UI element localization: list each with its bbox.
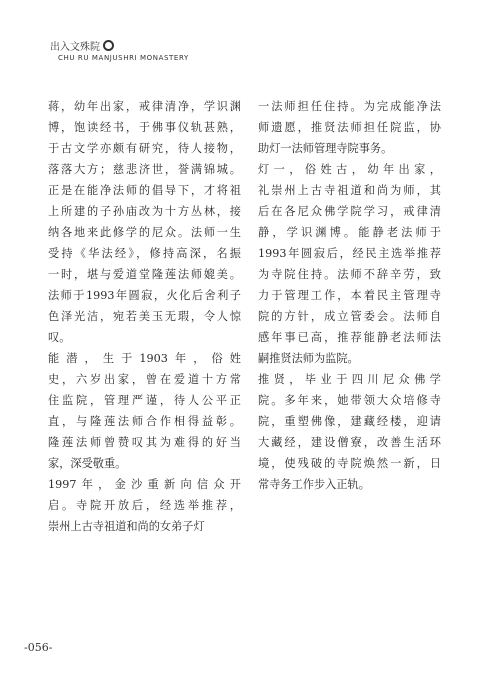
- page-number: -056-: [24, 641, 53, 654]
- text-line: 叹。: [48, 331, 71, 344]
- text-line: 境，使残破的寺院焕然一新，日: [258, 457, 441, 470]
- text-line: 于古文学亦颇有研究，待人接物，: [48, 142, 241, 155]
- paragraph: [48, 96, 241, 348]
- paragraph: [48, 348, 241, 474]
- text-line: 礼崇州上古寺祖道和尚为师，其: [258, 184, 441, 197]
- text-line: 启。寺院开放后，经选举推荐，: [48, 499, 241, 512]
- text-line: 院，重塑佛像，建藏经楼，迎请: [258, 415, 441, 428]
- text-line: 受持《华法经》，修持高深，名振: [48, 247, 241, 260]
- paragraph: [48, 474, 241, 537]
- text-line: 灯一，俗姓古，幼年出家，: [258, 163, 441, 176]
- text-line: 感年事已高，推荐能静老法师法: [258, 331, 441, 344]
- text-line: 静，学识渊博。能静老法师于: [258, 226, 441, 239]
- text-line: 崇州上古寺祖道和尚的女弟子灯: [48, 520, 205, 533]
- text-line: 正是在能净法师的倡导下，才将祖: [48, 184, 241, 197]
- text-line: 史，六岁出家，曾在爱道十方常: [48, 373, 241, 386]
- text-line: 隆莲法师曾赞叹其为难得的好当: [48, 436, 241, 449]
- text-line: 家，深受敬重。: [48, 457, 127, 470]
- text-line: 一时，堪与爱道堂隆莲法师媲美。: [48, 268, 241, 281]
- text-line: 推贤，毕业于四川尼众佛学: [258, 373, 441, 386]
- book-subtitle: CHU RU MANJUSHRI MONASTERY: [58, 54, 189, 62]
- text-line: 大藏经，建设僧寮，改善生活环: [258, 436, 441, 449]
- paragraph: [258, 96, 441, 159]
- text-line: 力于管理工作，本着民主管理寺: [258, 289, 441, 302]
- text-line: 落落大方；慈悲济世，誉满锦城。: [48, 163, 241, 176]
- paragraph: [258, 369, 441, 495]
- running-header: [50, 38, 114, 53]
- text-line: 博，饱读经书，于佛事仪轨甚熟，: [48, 121, 241, 134]
- right-column: [258, 96, 441, 495]
- text-line: 色泽光洁，宛若美玉无瑕，令人惊: [48, 310, 241, 323]
- text-line: 一法师担任住持。为完成能净法: [258, 100, 441, 113]
- text-line: 上所建的子孙庙改为十方丛林，接: [48, 205, 241, 218]
- text-line: 师遗愿，推贤法师担任院监，协: [258, 121, 441, 134]
- text-line: 1997年，金沙重新向信众开: [48, 478, 241, 491]
- text-line: 院的方针，成立管委会。法师自: [258, 310, 441, 323]
- text-line: 嗣推贤法师为监院。: [258, 352, 359, 365]
- text-line: 后在各尼众佛学院学习，戒律清: [258, 205, 441, 218]
- text-line: 直，与隆莲法师合作相得益彰。: [48, 415, 241, 428]
- text-line: 1993年圆寂后，经民主选举推荐: [258, 247, 441, 260]
- text-line: 能潜，生于1903年，俗姓: [48, 352, 241, 365]
- text-line: 纳各地来此修学的尼众。法师一生: [48, 226, 241, 239]
- text-line: 为寺院住持。法师不辞辛劳，致: [258, 268, 441, 281]
- text-line: 蒋，幼年出家，戒律清净，学识渊: [48, 100, 241, 113]
- text-line: 院。多年来，她带领大众培修寺: [258, 394, 441, 407]
- text-line: 常寺务工作步入正轨。: [258, 478, 370, 491]
- circle-ornament-icon: [103, 40, 114, 51]
- text-line: 住监院，管理严谨，待人公平正: [48, 394, 241, 407]
- book-title: 出入文殊院: [50, 42, 100, 53]
- paragraph: [258, 159, 441, 369]
- text-line: 助灯一法师管理寺院事务。: [258, 142, 393, 155]
- text-line: 法师于1993年圆寂，火化后舍利子: [48, 289, 241, 302]
- left-column: [48, 96, 241, 537]
